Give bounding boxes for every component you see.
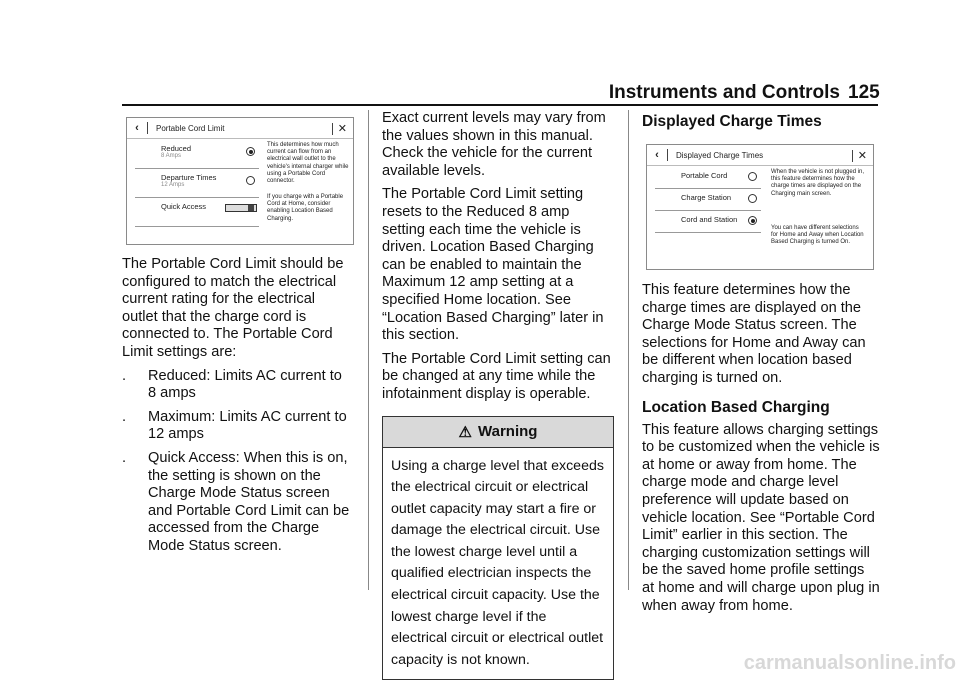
setting-row-charge-station[interactable] xyxy=(655,189,761,211)
settings-list xyxy=(655,167,761,233)
toggle-switch[interactable] xyxy=(225,204,257,212)
warning-text: Using a charge level that exceeds the electrical circuit or electrical outlet capacity may start a fire or damage the electrical circuit. Use the lowest charge level until a qualified electrician inspects the electrical circuit capacity. Use the lowest charge level if the electrical circuit or electrical outlet capacity is not known. xyxy=(383,448,613,680)
portable-cord-limit-screen xyxy=(126,117,354,245)
setting-label: Portable Cord xyxy=(681,171,727,180)
separator xyxy=(332,123,333,135)
page-number: 125 xyxy=(848,82,878,104)
radio-unselected-icon[interactable] xyxy=(748,172,757,181)
separator xyxy=(147,122,148,134)
radio-selected-icon[interactable] xyxy=(246,147,255,156)
radio-unselected-icon[interactable] xyxy=(246,176,255,185)
screen-note-1: When the vehicle is not plugged in, this feature determines how the charge times are displayed on the Charging main screen. xyxy=(771,169,867,198)
setting-label: Departure Times xyxy=(161,173,216,182)
settings-list xyxy=(135,140,259,227)
list-item xyxy=(122,450,354,556)
setting-label: Cord and Station xyxy=(681,215,737,224)
close-icon[interactable]: ✕ xyxy=(338,122,347,135)
radio-selected-icon[interactable] xyxy=(748,216,757,225)
paragraph: The Portable Cord Limit setting resets to the Reduced 8 amp setting each time the vehicle is driven. Location Based Charging can be enabled to maintain the Maximum 12 amp setting at a specified Home location. See “Location Based Charging” later in this section. xyxy=(382,186,614,344)
column-1 xyxy=(122,117,354,562)
paragraph: The Portable Cord Limit setting can be changed at any time while the infotainment display is operable. xyxy=(382,351,614,404)
screen-title: Portable Cord Limit xyxy=(156,124,224,133)
setting-row-quick-access[interactable] xyxy=(135,198,259,227)
setting-label: Charge Station xyxy=(681,193,731,202)
setting-row-cord-and-station[interactable] xyxy=(655,211,761,233)
setting-label: Quick Access xyxy=(161,202,206,211)
bullet-symbol: . xyxy=(122,409,148,444)
list-item xyxy=(122,368,354,403)
header-rule xyxy=(122,104,878,106)
paragraph: This feature allows charging settings to be customized when the vehicle is at home or away from home. The charge mode and charge level preference will update based on vehicle location. See “Portable Cord Limit” earlier in this section. The charging customization settings will be the saved home profile settings at home and will charge upon plug in when away from home. xyxy=(642,422,880,616)
displayed-charge-times-screen xyxy=(646,144,874,270)
screen-note-1: This determines how much current can flow from an electrical wall outlet to the vehicle's internal charger while using a Portable Cord connector. xyxy=(267,142,349,185)
list-item xyxy=(122,409,354,444)
setting-sublabel: 12 Amps xyxy=(161,182,184,188)
setting-row-departure-times[interactable] xyxy=(135,169,259,198)
back-arrow-icon[interactable]: ‹ xyxy=(647,149,667,161)
bullet-symbol: . xyxy=(122,450,148,556)
screen-top-right xyxy=(332,122,347,135)
section-title: Instruments and Controls xyxy=(580,82,840,104)
screen-top-bar xyxy=(647,145,873,166)
watermark: carmanualsonline.info xyxy=(600,652,956,675)
bullet-symbol: . xyxy=(122,368,148,403)
separator xyxy=(667,149,668,161)
column-3 xyxy=(642,110,880,621)
setting-row-portable-cord[interactable] xyxy=(655,167,761,189)
heading-location-based-charging: Location Based Charging xyxy=(642,398,880,418)
setting-sublabel: 8 Amps xyxy=(161,153,181,159)
warning-header xyxy=(383,417,613,448)
paragraph: This feature determines how the charge times are displayed on the Charge Mode Status screen. The selections for Home and Away can be different when location based charging is turned on. xyxy=(642,282,880,388)
heading-displayed-charge-times: Displayed Charge Times xyxy=(642,112,880,132)
warning-icon: ⚠ xyxy=(459,423,472,441)
list-item-text: Maximum: Limits AC current to 12 amps xyxy=(148,409,354,444)
separator xyxy=(852,150,853,162)
close-icon[interactable]: ✕ xyxy=(858,149,867,162)
setting-row-reduced[interactable] xyxy=(135,140,259,169)
column-2 xyxy=(382,110,614,680)
warning-box xyxy=(382,416,614,680)
setting-label: Reduced xyxy=(161,144,191,153)
screen-note-2: You can have different selections for Home and Away when Location Based Charging is turned On. xyxy=(771,225,867,247)
list-item-text: Reduced: Limits AC current to 8 amps xyxy=(148,368,354,403)
screen-note-2: If you charge with a Portable Cord at Home, consider enabling Location Based Charging. xyxy=(267,194,349,223)
column-divider xyxy=(628,110,629,590)
screen-top-bar xyxy=(127,118,353,139)
list-item-text: Quick Access: When this is on, the setting is shown on the Charge Mode Status screen and Portable Cord Limit can be accessed from the Charge Mode Status screen. xyxy=(148,450,354,556)
warning-title: Warning xyxy=(478,423,537,440)
screen-top-right xyxy=(852,149,867,162)
back-arrow-icon[interactable]: ‹ xyxy=(127,122,147,134)
column-divider xyxy=(368,110,369,590)
intro-paragraph: The Portable Cord Limit should be configured to match the electrical current rating for the electrical outlet that the charge cord is connected to. The Portable Cord Limit settings are: xyxy=(122,256,354,362)
radio-unselected-icon[interactable] xyxy=(748,194,757,203)
screen-title: Displayed Charge Times xyxy=(676,151,763,160)
toggle-thumb xyxy=(248,205,254,211)
paragraph: Exact current levels may vary from the values shown in this manual. Check the vehicle for the current available levels. xyxy=(382,110,614,180)
